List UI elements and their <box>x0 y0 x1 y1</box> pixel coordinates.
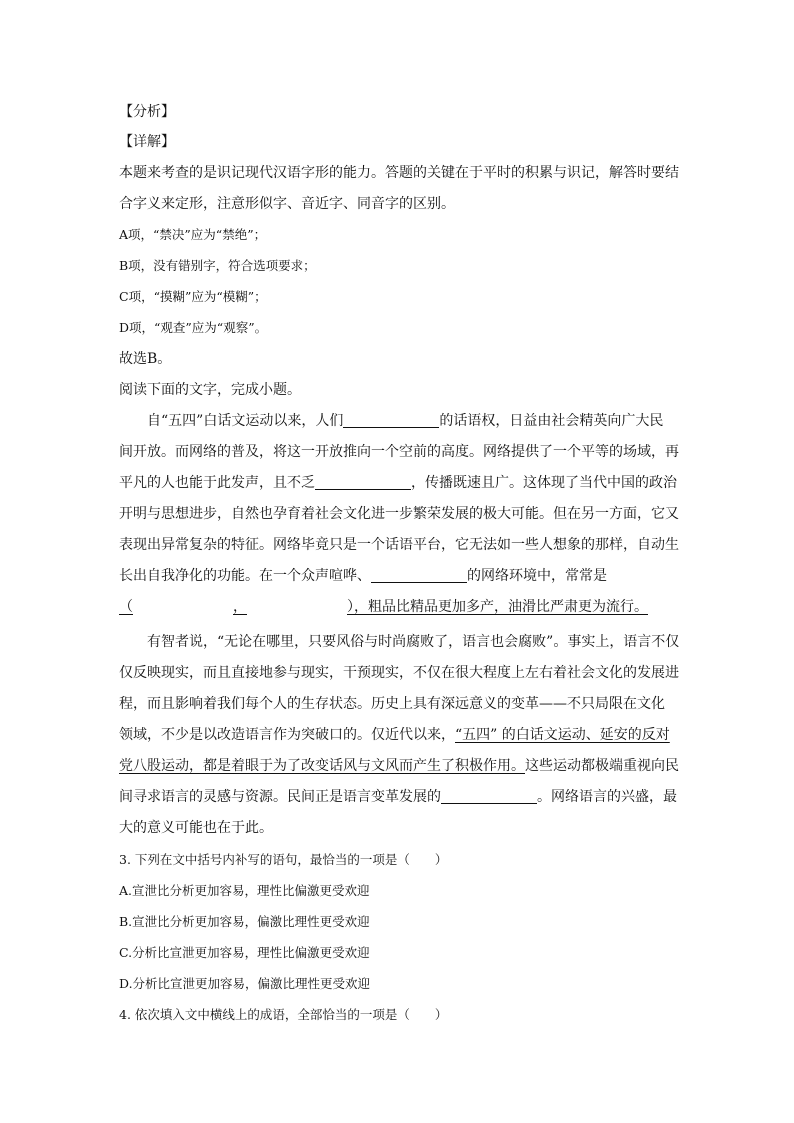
underlined-sentence-part: “五四” 的白话文运动、延安的反对 <box>455 727 670 743</box>
question-4-stem: 4. 依次填入文中横线上的成语，全部恰当的一项是（ ） <box>119 1007 448 1022</box>
fill-blank-4[interactable] <box>441 789 537 804</box>
paren-open: （ <box>119 599 133 615</box>
p2-line-3: 程，而且影响着我们每个人的生存状态。历史上具有深远意义的变革——不只局限在文化 <box>119 696 665 712</box>
fill-blank-2[interactable] <box>315 475 411 490</box>
question-3-option-d[interactable]: D.分析比宣泄更加容易，偏激比理性更受欢迎 <box>119 976 371 991</box>
p2-text: 间寻求语言的灵感与资源。民间正是语言变革发展的 <box>119 789 441 805</box>
intro-line-1: 本题来考查的是识记现代汉语字形的能力。答题的关键在于平时的积累与识记，解答时要结 <box>119 165 679 181</box>
p2-line-4 <box>119 725 670 745</box>
p2-line-7: 大的意义可能也在于此。 <box>119 820 273 836</box>
p2-line-6 <box>119 787 677 807</box>
p1-line-5: 表现出异常复杂的特征。网络毕竟只是一个话语平台，它无法如一些人想象的那样，自动生 <box>119 537 679 553</box>
intro-line-2: 合字义来定形，注意形似字、音近字、同音字的区别。 <box>119 196 455 212</box>
option-b-analysis: B项，没有错别字，符合选项要求； <box>119 258 316 273</box>
reading-instruction: 阅读下面的文字，完成小题。 <box>119 382 301 398</box>
p1-line-2: 间开放。而网络的普及，将这一开放推向一个空前的高度。网络提供了一个平等的场域，再 <box>119 444 679 460</box>
p2-text: 这些运动都极端重视向民 <box>525 758 679 774</box>
option-c-analysis: C项，“摸糊”应为“模糊”； <box>119 289 267 304</box>
p2-text: 领域，不少是以改造语言作为突破口的。仅近代以来， <box>119 727 455 743</box>
p1-text: 的网络环境中，常常是 <box>467 568 607 584</box>
paren-comma: ， <box>233 599 247 615</box>
p1-line-6 <box>119 566 607 586</box>
answer-text: 故选B。 <box>119 351 172 367</box>
p1-text: 长出自我净化的功能。在一个众声喧哗、 <box>119 568 371 584</box>
p1-text: ，传播既速且广。这体现了当代中国的政治 <box>411 475 677 491</box>
p2-line-2: 仅反映现实，而且直接地参与现实，干预现实，不仅在很大程度上左右着社会文化的发展进 <box>119 665 679 681</box>
question-3-option-b[interactable]: B.宣泄比分析更加容易，偏激比理性更受欢迎 <box>119 914 370 929</box>
fill-blank-3[interactable] <box>371 568 467 583</box>
fill-blank-1[interactable] <box>343 413 439 428</box>
p1-line-1 <box>119 411 663 431</box>
p2-line-1: 有智者说，“无论在哪里，只要风俗与时尚腐败了，语言也会腐败”。事实上，语言不仅 <box>147 634 680 650</box>
p2-line-5 <box>119 756 679 776</box>
p1-text: ），粗品比精品更加多产，油滑比严肃更为流行。 <box>347 599 648 615</box>
p1-text: 平凡的人也能于此发声，且不乏 <box>119 475 315 491</box>
heading-detail: 【详解】 <box>119 134 175 150</box>
p2-text: 。网络语言的兴盛，最 <box>537 789 677 805</box>
p1-line-3 <box>119 473 677 493</box>
p1-text: 的话语权，日益由社会精英向广大民 <box>439 413 664 429</box>
option-d-analysis: D项，“观查”应为“观察”。 <box>119 320 268 335</box>
underlined-sentence-part: 党八股运动，都是着眼于为了改变话风与文风而产生了积极作用。 <box>119 758 525 774</box>
p1-line-7 <box>119 597 648 617</box>
p1-line-4: 开明与思想进步，自然也孕育着社会文化进一步繁荣发展的极大可能。但在另一方面，它又 <box>119 506 679 522</box>
option-a-analysis: A项，“禁决”应为“禁绝”； <box>119 227 267 242</box>
p1-text: 自“五四”白话文运动以来，人们 <box>147 413 344 429</box>
question-3-option-a[interactable]: A.宣泄比分析更加容易，理性比偏激更受欢迎 <box>119 883 370 898</box>
question-3-stem: 3. 下列在文中括号内补写的语句，最恰当的一项是（ ） <box>119 852 448 867</box>
question-3-option-c[interactable]: C.分析比宣泄更加容易，理性比偏激更受欢迎 <box>119 945 370 960</box>
heading-analysis: 【分析】 <box>119 104 175 120</box>
